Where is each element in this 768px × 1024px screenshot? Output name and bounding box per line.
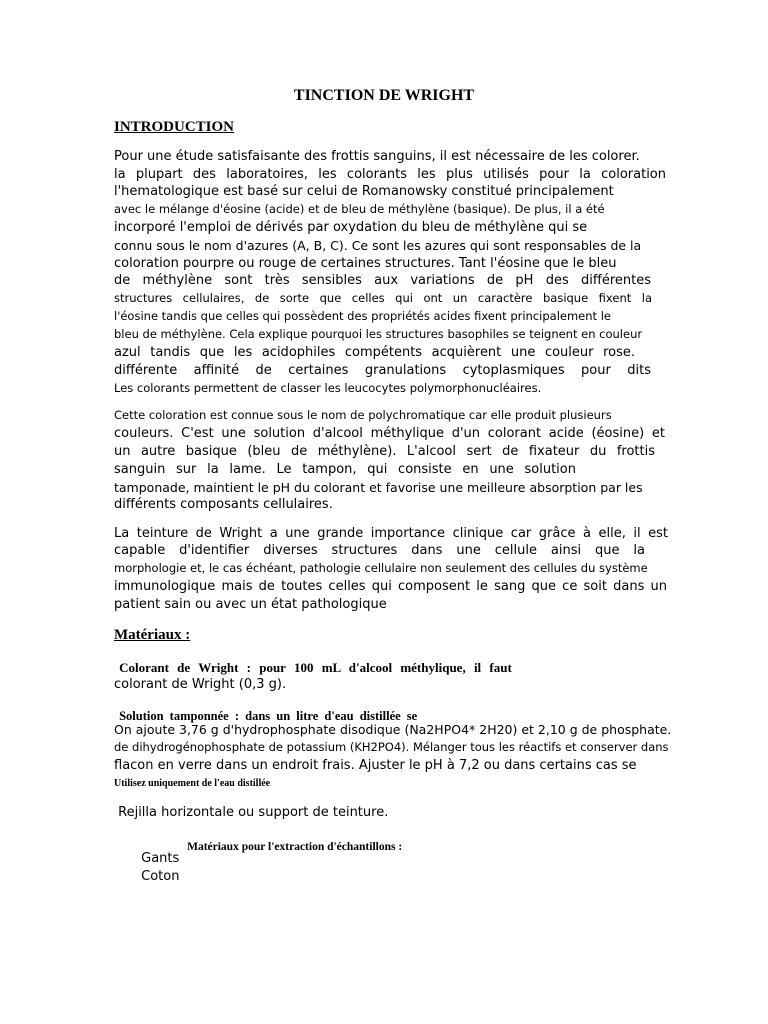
gants-item-label: Gants [141, 851, 180, 866]
paragraph-line: coloration pourpre ou rouge de certaines structures. Tant l'éosine que le bleu [114, 256, 617, 271]
paragraph-line: azul tandis que les acidophiles compétents acquièrent une couleur rose. [114, 345, 635, 360]
paragraph-line: patient sain ou avec un état pathologique [114, 597, 387, 612]
paragraph-line: immunologique mais de toutes celles qui composent le sang que ce soit dans un [114, 579, 667, 594]
extraction-heading [182, 835, 402, 854]
paragraph-line: Pour une étude satisfaisante des frottis sanguins, il est nécessaire de les colorer. [114, 149, 640, 164]
paragraph-line: avec le mélange d'éosine (acide) et de bleu de méthylène (basique). De plus, il a été [114, 202, 605, 216]
paragraph-line: de dihydrogénophosphate de potassium (KH2PO4). Mélanger tous les réactifs et conserver dans [114, 740, 669, 754]
paragraph-line: On ajoute 3,76 g d'hydrophosphate disodique (Na2HPO4* 2H20) et 2,10 g de phosphate. [114, 722, 672, 737]
materiaux-heading: Matériaux : [114, 627, 191, 643]
paragraph-line: l'hematologique est basé sur celui de Romanowsky constitué principalement [114, 184, 614, 199]
paragraph-line: structures cellulaires, de sorte que celles qui ont un caractère basique fixent la [114, 291, 652, 305]
paragraph-line: un autre basique (bleu de méthylène). L'alcool sert de fixateur du frottis [114, 444, 655, 459]
paragraph-line: de méthylène sont très sensibles aux variations de pH des différentes [114, 273, 651, 288]
colorant-item-label: Colorant de Wright : pour 100 mL d'alcool méthylique, il faut [119, 660, 512, 675]
paragraph-line: l'éosine tandis que celles qui possèdent des propriétés acides fixent principalement le [114, 309, 611, 323]
note-text: Utilisez uniquement de l'eau distillée [114, 778, 271, 789]
paragraph-line: Les colorants permettent de classer les leucocytes polymorphonucléaires. [114, 381, 542, 395]
paragraph-line: tamponade, maintient le pH du colorant et favorise une meilleure absorption par les [114, 480, 643, 495]
paragraph-line: Cette coloration est connue sous le nom de polychromatique car elle produit plusieurs [114, 408, 612, 422]
rejilla-item-label: Rejilla horizontale ou support de teinture. [118, 805, 389, 820]
paragraph-line: sanguin sur la lame. Le tampon, qui consiste en une solution [114, 462, 576, 477]
introduction-heading: INTRODUCTION [114, 119, 235, 135]
paragraph-line: incorporé l'emploi de dérivés par oxydation du bleu de méthylène qui se [114, 220, 588, 235]
paragraph-line: morphologie et, le cas échéant, pathologie cellulaire non seulement des cellules du système [114, 561, 648, 575]
list-item [137, 869, 179, 884]
paragraph-line: colorant de Wright (0,3 g). [114, 677, 287, 692]
document-title: TINCTION DE WRIGHT [293, 87, 475, 104]
paragraph-line: capable d'identifier diverses structures dans une cellule ainsi que la [114, 543, 645, 558]
solution-item-label: Solution tamponnée : dans un litre d'eau distillée se [119, 709, 418, 723]
paragraph-line: différente affinité de certaines granulations cytoplasmiques pour dits [114, 363, 651, 378]
paragraph-line: La teinture de Wright a une grande importance clinique car grâce à elle, il est [114, 526, 668, 541]
paragraph-line: flacon en verre dans un endroit frais. Ajuster le pH à 7,2 ou dans certains cas se [114, 758, 637, 773]
paragraph-line: bleu de méthylène. Cela explique pourquoi les structures basophiles se teignent en couleur [114, 327, 643, 341]
list-item [137, 851, 179, 866]
coton-item-label: Coton [141, 869, 180, 884]
list-item [114, 805, 388, 820]
paragraph-line: couleurs. C'est une solution d'alcool méthylique d'un colorant acide (éosine) et [114, 426, 665, 441]
paragraph-line: connu sous le nom d'azures (A, B, C). Ce sont les azures qui sont responsables de la [114, 238, 642, 253]
paragraph-line: la plupart des laboratoires, les colorants les plus utilisés pour la coloration [114, 167, 666, 182]
list-item [114, 657, 512, 676]
paragraph-line: différents composants cellulaires. [114, 497, 333, 512]
extraction-heading-label: Matériaux pour l'extraction d'échantillons : [187, 841, 403, 853]
